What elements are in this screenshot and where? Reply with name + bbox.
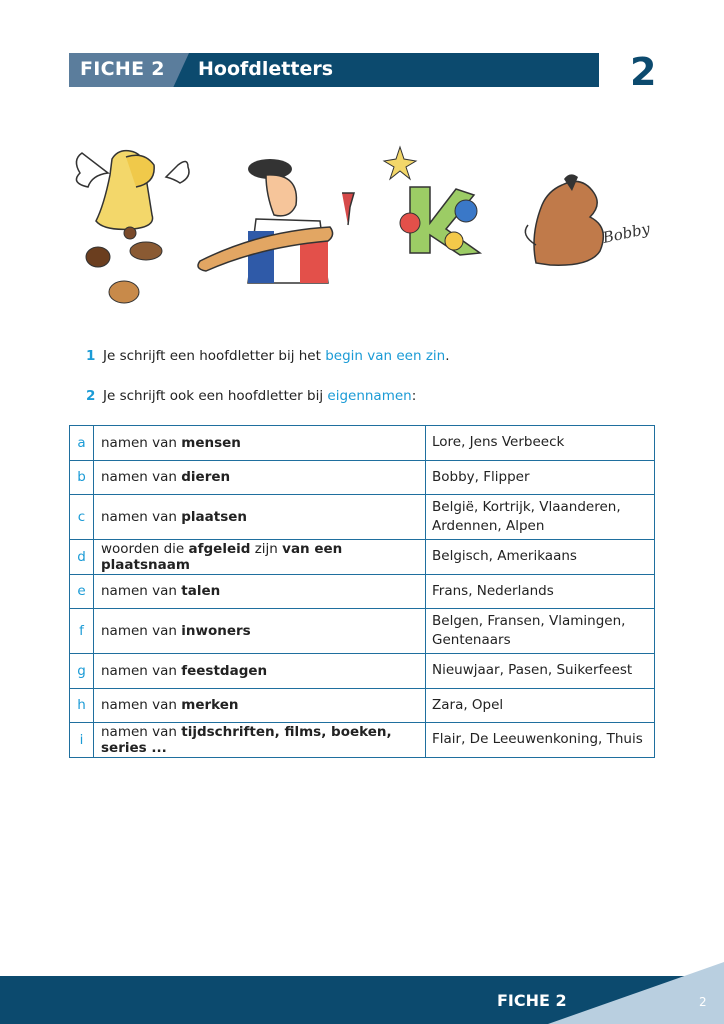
row-description: namen van inwoners [94, 609, 426, 654]
row-description: namen van talen [94, 574, 426, 609]
row-description: woorden die afgeleid zijn van een plaatsnaam [94, 540, 426, 575]
row-letter: e [70, 574, 94, 609]
illustration-strip [70, 135, 660, 315]
table-row [70, 574, 655, 609]
row-letter: a [70, 426, 94, 461]
footer-fiche-label: FICHE 2 [497, 991, 567, 1010]
row-letter: f [70, 609, 94, 654]
table-row [70, 654, 655, 689]
table-row [70, 495, 655, 540]
rule-2-number: 2 [86, 388, 96, 404]
row-letter: g [70, 654, 94, 689]
row-description: namen van plaatsen [94, 495, 426, 540]
row-example: Nieuwjaar, Pasen, Suikerfeest [426, 654, 655, 689]
rule-1-number: 1 [86, 348, 96, 364]
frenchman-letter-f-illustration [198, 159, 354, 283]
row-letter: h [70, 688, 94, 723]
bell-letter-p-illustration [76, 151, 189, 303]
rule-1-highlight: begin van een zin [325, 348, 446, 364]
rule-1-text: Je schrijft een hoofdletter bij het [103, 348, 326, 364]
table-row [70, 609, 655, 654]
rule-1-end: . [445, 348, 450, 364]
fiche-label: FICHE 2 [80, 58, 165, 80]
row-example: Belgisch, Amerikaans [426, 540, 655, 575]
row-description: namen van tijdschriften, films, boeken, series ... [94, 723, 426, 758]
footer-page-number: 2 [699, 995, 707, 1009]
row-letter: b [70, 460, 94, 495]
row-letter: c [70, 495, 94, 540]
row-example: Zara, Opel [426, 688, 655, 723]
page-title: Hoofdletters [198, 58, 334, 80]
row-letter: d [70, 540, 94, 575]
table-row [70, 688, 655, 723]
table-row [70, 723, 655, 758]
row-example: België, Kortrijk, Vlaanderen, Ardennen, Alpen [426, 495, 655, 540]
rule-2-end: : [411, 388, 417, 404]
table-row [70, 460, 655, 495]
rule-2-highlight: eigennamen [327, 388, 412, 404]
row-example: Flair, De Leeuwenkoning, Thuis [426, 723, 655, 758]
rule-1 [86, 348, 450, 364]
row-letter: i [70, 723, 94, 758]
letter-k-ornaments-illustration [384, 147, 480, 255]
row-description: namen van merken [94, 688, 426, 723]
row-example: Belgen, Fransen, Vlamingen, Gentenaars [426, 609, 655, 654]
page-number: 2 [630, 50, 657, 94]
row-example: Lore, Jens Verbeeck [426, 426, 655, 461]
proper-nouns-table [69, 425, 655, 758]
rule-2 [86, 388, 416, 404]
row-example: Frans, Nederlands [426, 574, 655, 609]
table-row [70, 540, 655, 575]
row-description: namen van dieren [94, 460, 426, 495]
dog-letter-b-illustration [525, 174, 652, 265]
row-description: namen van mensen [94, 426, 426, 461]
dog-name-label: Bobby [601, 219, 652, 247]
row-description: namen van feestdagen [94, 654, 426, 689]
row-example: Bobby, Flipper [426, 460, 655, 495]
rule-2-text: Je schrijft ook een hoofdletter bij [103, 388, 328, 404]
table-row [70, 426, 655, 461]
